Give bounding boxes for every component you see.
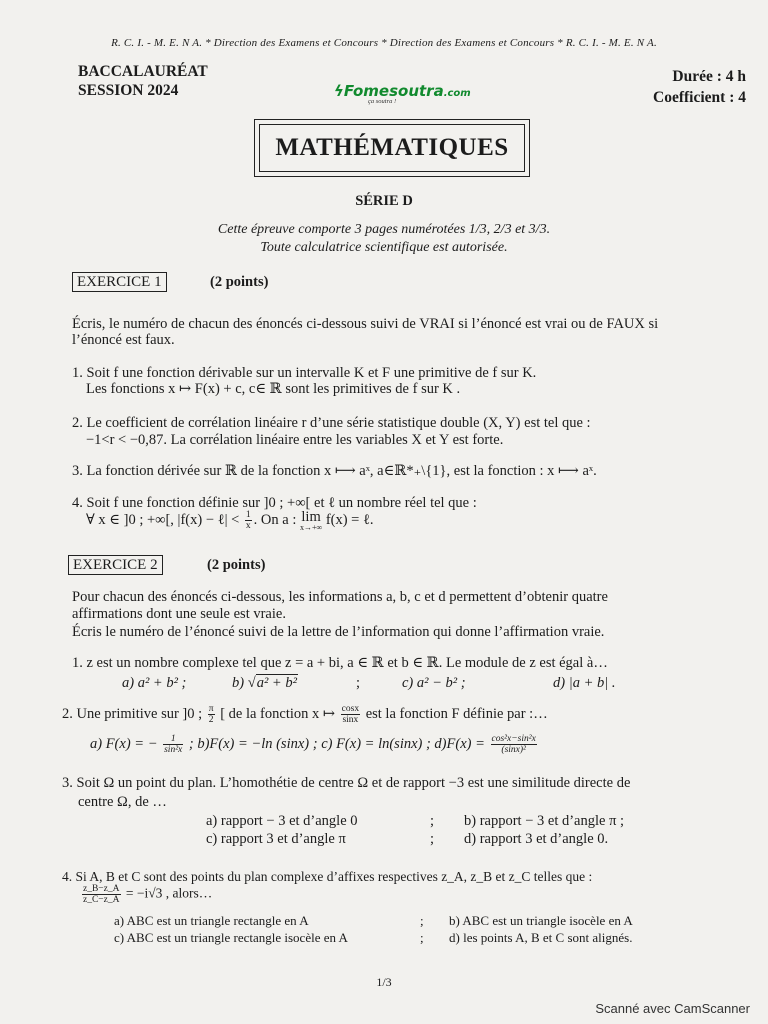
intro-pages: Cette épreuve comporte 3 pages numérotées 1/3, 2/3 et 3/3. — [217, 222, 551, 237]
ex2-q4-option-c: c) ABC est un triangle rectangle isocèle en A — [114, 930, 348, 945]
ex2-q3-option-b: b) rapport − 3 et d’angle π ; — [464, 813, 625, 829]
ex2-q3-line1: 3. Soit Ω un point du plan. L’homothétie de centre Ω et de rapport −3 est une similitude directe de — [62, 775, 631, 791]
exam-session: SESSION 2024 — [78, 82, 179, 99]
ex2-q3-sep-2: ; — [430, 831, 435, 847]
subject-title-box — [254, 119, 530, 177]
exam-coefficient: Coefficient : 4 — [653, 89, 746, 106]
ex2-q3-line2: centre Ω, de … — [78, 794, 167, 810]
ex2-q4-sep-2: ; — [420, 930, 424, 945]
exercise-1-label: EXERCICE 1 — [72, 272, 167, 292]
logo-domain: .com — [443, 88, 471, 99]
ex1-q4-limit: lim x→+∞ — [299, 509, 323, 532]
exercise-2-label: EXERCICE 2 — [68, 555, 163, 575]
ex1-q4-line1: 4. Soit f une fonction définie sur ]0 ; +∞[ et ℓ un nombre réel tel que : — [72, 495, 477, 511]
serie-label: SÉRIE D — [355, 193, 413, 209]
ex1-q1-line2: Les fonctions x ↦ F(x) + c, c∈ ℝ sont les primitives de f sur K . — [86, 381, 461, 397]
ex1-instruction-line2: l’énoncé est faux. — [72, 332, 175, 348]
subject-title: MATHÉMATIQUES — [259, 124, 525, 172]
ex2-q3-option-a: a) rapport − 3 et d’angle 0 — [206, 813, 358, 829]
ex2-q1: 1. z est un nombre complexe tel que z = a + bi, a ∈ ℝ et b ∈ ℝ. Le module de z est égal à… — [72, 655, 608, 671]
intro-calculator: Toute calculatrice scientifique est autorisée. — [260, 240, 508, 255]
ex1-instruction-line1: Écris, le numéro de chacun des énoncés ci-dessous suivi de VRAI si l’énoncé est vrai ou de FAUX si — [72, 316, 659, 332]
ex2-q2-fraction-cot: $\frac{\cos x}{\sin x}$ — [341, 704, 360, 725]
ex2-q3-option-c: c) rapport 3 et d’angle π — [206, 831, 346, 847]
ministry-header-line: R. C. I. - M. E. N A. * Direction des Examens et Concours * Direction des Examens et Concours * R. C. I. - M. E. N A. — [111, 37, 657, 49]
ex1-q3: 3. La fonction dérivée sur ℝ de la fonction x ⟼ aˣ, a∈ℝ*₊\{1}, est la fonction : x ⟼ aˣ. — [72, 463, 597, 479]
ex2-instruction-line1: Pour chacun des énoncés ci-dessous, les informations a, b, c et d permettent d’obtenir quatre — [72, 589, 608, 605]
ex1-q2-line1: 2. Le coefficient de corrélation linéaire r d’une série statistique double (X, Y) est tel que : — [72, 415, 591, 431]
ex2-q2-option-d-fraction: $\frac{\text{cos²x−sin²x}}{\text{(sinx)²}}$ — [491, 734, 536, 755]
exam-duration: Durée : 4 h — [672, 68, 746, 85]
ex1-q4-fraction: $\frac{1}{x}$ — [245, 510, 251, 531]
ex2-q4-fraction: $\frac{z\_B-z\_A}{z\_C-z\_A}$ — [83, 884, 120, 905]
ex2-q1-option-a: a) a² + b² ; — [122, 675, 187, 691]
fomesoutra-logo — [334, 82, 471, 105]
page-number: 1/3 — [376, 975, 392, 989]
logo-flame-icon: ϟ — [334, 82, 344, 100]
ex2-q3-sep-1: ; — [430, 813, 435, 829]
exercise-2-points: (2 points) — [207, 557, 266, 573]
ex2-q2-fraction-pi: $\frac{\pi}{2}$ — [208, 704, 214, 725]
ex2-q1-option-b: b) √a² + b² — [232, 675, 297, 691]
ex2-q4-option-a: a) ABC est un triangle rectangle en A — [114, 913, 309, 928]
exam-name: BACCALAURÉAT — [78, 63, 208, 80]
ex2-q4-option-d: d) les points A, B et C sont alignés. — [449, 930, 633, 945]
ex2-q2: 2. Une primitive sur ]0 ; $\frac{\pi}{2}$ [ de la fonction x ↦ $\frac{\cos x}{\sin x}$ est la fonction F définie par :… — [62, 704, 548, 725]
ex2-instruction-line2: affirmations dont une seule est vraie. — [72, 606, 286, 622]
logo-text: Fomesoutra — [343, 82, 444, 100]
ex1-q4-line2: ∀ x ∈ ]0 ; +∞[, |f(x) − ℓ| < $\frac{1}{x}$ . On a : lim x→+∞ f(x) = ℓ. — [86, 509, 374, 532]
logo-tagline: ça soutra ! — [368, 98, 397, 105]
ex2-instruction-line3: Écris le numéro de l’énoncé suivi de la lettre de l’information qui donne l’affirmation vraie. — [72, 624, 605, 640]
ex2-q4-sep-1: ; — [420, 913, 424, 928]
ex1-q4-condition: ∀ x ∈ ]0 ; +∞[, |f(x) − ℓ| < — [86, 511, 240, 528]
ex2-q4-line1: 4. Si A, B et C sont des points du plan complexe d’affixes respectives z_A, z_B et z_C telles que : — [62, 869, 593, 884]
ex2-q3-option-d: d) rapport 3 et d’angle 0. — [464, 831, 609, 847]
ex2-q4-option-b: b) ABC est un triangle isocèle en A — [449, 913, 633, 928]
ex1-q1-line1: 1. Soit f une fonction dérivable sur un intervalle K et F une primitive de f sur K. — [72, 365, 537, 381]
ex2-q1-option-c: c) a² − b² ; — [402, 675, 466, 691]
exercise-1-points: (2 points) — [210, 274, 269, 290]
ex2-q1-option-d: d) |a + b| . — [553, 675, 616, 691]
ex1-q2-line2: −1<r < −0,87. La corrélation linéaire entre les variables X et Y est forte. — [86, 432, 504, 448]
ex2-q4-line2: $\frac{z\_B-z\_A}{z\_C-z\_A}$ = −i√3 , alors… — [83, 884, 213, 905]
ex2-q1-separator: ; — [356, 675, 361, 691]
camscanner-watermark: Scanné avec CamScanner — [595, 1001, 750, 1016]
ex2-q2-options: a) F(x) = − $\frac{1}{\text{sin²x}}$ ; b)F(x) = −ln (sinx) ; c) F(x) = ln(sinx) ; d)F(x) = $\frac{\text{cos²x−sin²x}}{\text{(sinx)²}}$ — [90, 734, 536, 755]
